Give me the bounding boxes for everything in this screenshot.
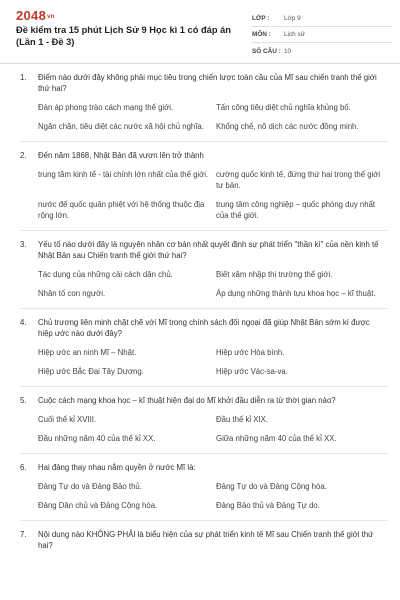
- answer-option[interactable]: Biết xâm nhập thị trường thế giới.: [216, 270, 333, 279]
- question-text: Cuộc cách mạng khoa học – kĩ thuật hiện đại do Mĩ khởi đầu diễn ra từ thời gian nào?: [38, 396, 336, 405]
- question-number: 1.: [20, 73, 27, 82]
- answer-option[interactable]: Đảng Tự do và Đảng Cộng hòa.: [216, 482, 327, 491]
- question-number: 5.: [20, 396, 27, 405]
- answer-option[interactable]: Hiệp ước Vác-sa-va.: [216, 367, 288, 376]
- answer-option[interactable]: Tác dụng của những cải cách dân chủ.: [38, 270, 173, 279]
- answer-option[interactable]: Đầu những năm 40 của thế kỉ XX.: [38, 434, 156, 443]
- answer-option[interactable]: Hiệp ước an ninh Mĩ – Nhật.: [38, 348, 137, 357]
- answer-option[interactable]: Đảng Dân chủ và Đảng Cộng hòa.: [38, 501, 158, 510]
- question-7: [20, 521, 388, 560]
- question-text: Yếu tố nào dưới đây là nguyên nhân cơ bản nhất quyết định sự phát triển "thần kì" của nền kinh tế Nhật Bản sau Chiến tranh thế giới thứ hai?: [38, 240, 379, 260]
- question-1: [20, 64, 388, 142]
- answer-option[interactable]: nước đế quốc quân phiệt với hệ thống thuộc địa rộng lớn.: [38, 200, 205, 220]
- question-number: 6.: [20, 463, 27, 472]
- question-number: 4.: [20, 318, 27, 327]
- meta-row-subject: [252, 27, 392, 43]
- question-4: [20, 309, 388, 387]
- question-number: 3.: [20, 240, 27, 249]
- answer-option[interactable]: Đảng Tự do và Đảng Bảo thủ.: [38, 482, 142, 491]
- answer-option[interactable]: Đảng Bảo thủ và Đảng Tự do.: [216, 501, 320, 510]
- answer-option[interactable]: Nhân tố con người.: [38, 289, 106, 298]
- logo-text: 2048: [16, 8, 47, 23]
- question-text: Đến năm 1868, Nhật Bản đã vươn lên trở thành: [38, 151, 204, 160]
- question-3: [20, 231, 388, 309]
- answer-option[interactable]: Hiệp ước Hòa bình.: [216, 348, 285, 357]
- meta-row-count: [252, 43, 392, 59]
- answer-option[interactable]: trung tâm công nghiệp – quốc phòng duy nhất của thế giới.: [216, 200, 376, 220]
- meta-key: LỚP :: [252, 15, 270, 22]
- answer-option[interactable]: Giữa những năm 40 của thế kỉ XX.: [216, 434, 337, 443]
- question-5: [20, 387, 388, 454]
- page-header: [0, 0, 400, 64]
- meta-value: Lịch sử: [284, 31, 305, 38]
- answer-option[interactable]: Tấn công tiêu diệt chủ nghĩa khủng bố.: [216, 103, 351, 112]
- answer-option[interactable]: Đàn áp phong trào cách mạng thế giới.: [38, 103, 174, 112]
- answer-option[interactable]: Áp dụng những thành tựu khoa học – kĩ thuật.: [216, 289, 376, 298]
- answer-option[interactable]: trung tâm kinh tế - tài chính lớn nhất của thế giới.: [38, 170, 209, 179]
- answer-option[interactable]: Khống chế, nô dịch các nước đồng minh.: [216, 122, 359, 131]
- question-text: Nội dung nào KHÔNG PHẢI là biểu hiện của sự phát triển kinh tế Mĩ sau Chiến tranh thế giới thứ hai?: [38, 530, 374, 550]
- question-number: 2.: [20, 151, 27, 160]
- meta-info: [252, 11, 392, 59]
- answer-option[interactable]: Hiệp ước Bắc Đại Tây Dương.: [38, 367, 144, 376]
- document-title: Đề kiểm tra 15 phút Lịch Sử 9 Học kì 1 có đáp án (Lần 1 - Đề 3): [16, 25, 231, 47]
- logo-suffix: vn: [47, 13, 55, 20]
- question-list: [0, 64, 400, 560]
- answer-option[interactable]: Cuối thế kỉ XVIII.: [38, 415, 97, 424]
- question-number: 7.: [20, 530, 27, 539]
- meta-value: 10: [284, 47, 292, 55]
- answer-option[interactable]: Đầu thế kỉ XIX.: [216, 415, 269, 424]
- meta-key: MÔN :: [252, 31, 271, 38]
- question-text: Chủ trương liên minh chặt chẽ với Mĩ trong chính sách đối ngoại đã giúp Nhật Bản sớm kí được hiệp ước nào dưới đây?: [38, 318, 370, 338]
- meta-value: Lớp 9: [284, 15, 301, 22]
- answer-option[interactable]: Ngăn chặn, tiêu diệt các nước xã hội chủ nghĩa.: [38, 122, 204, 131]
- meta-key: SỐ CÂU :: [252, 47, 281, 55]
- question-text: Hai đảng thay nhau nắm quyền ở nước Mĩ là:: [38, 463, 196, 472]
- meta-row-class: [252, 11, 392, 27]
- question-6: [20, 454, 388, 521]
- answer-option[interactable]: cường quốc kinh tế, đứng thứ hai trong thế giới tư bản.: [216, 170, 381, 190]
- question-2: [20, 142, 388, 231]
- question-text: Điểm nào dưới đây không phải mục tiêu trong chiến lược toàn cầu của Mĩ sau chiến tranh thế giới thứ hai?: [38, 73, 377, 93]
